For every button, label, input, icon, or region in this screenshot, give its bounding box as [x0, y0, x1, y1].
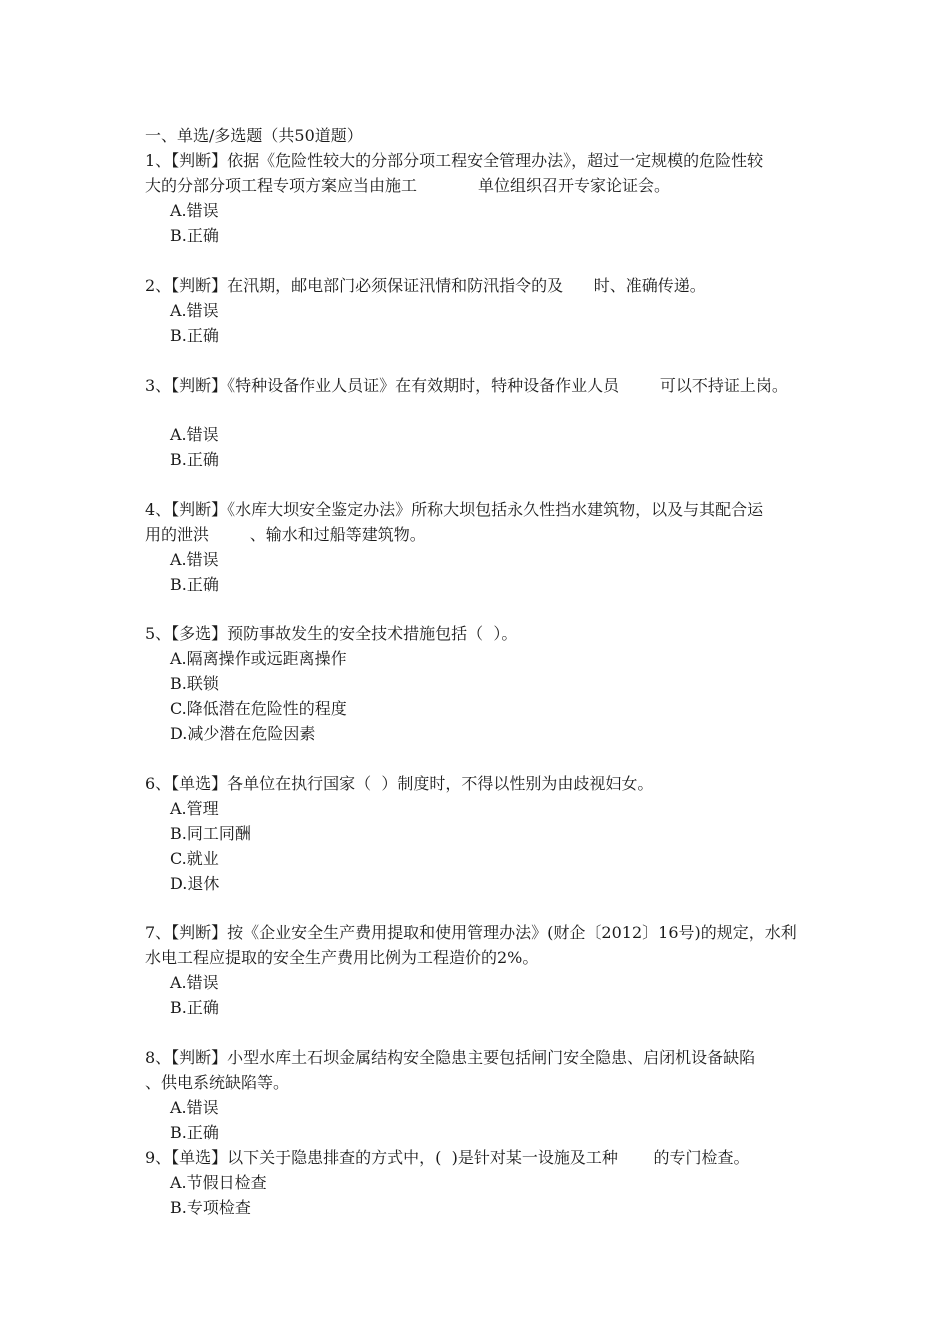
question-5-option-a: A.隔离操作或远距离操作 — [170, 649, 347, 668]
question-4-text: 用的泄洪 、输水和过船等建筑物。 — [145, 525, 426, 544]
section-title: 一、单选/多选题（共50道题） — [145, 126, 363, 145]
question-3-text: 3、【判断】《特种设备作业人员证》在有效期时，特种设备作业人员 可以不持证上岗。 — [145, 376, 788, 395]
question-6-option-b: B.同工同酬 — [170, 824, 251, 843]
question-8-text: 、供电系统缺陷等。 — [145, 1073, 290, 1092]
question-8-option-b: B.正确 — [170, 1123, 219, 1142]
question-6-option-c: C.就业 — [170, 849, 219, 868]
question-4-option-b: B.正确 — [170, 575, 219, 594]
question-2-option-a: A.错误 — [170, 301, 219, 320]
question-1-text: 1、【判断】依据《危险性较大的分部分项工程安全管理办法》，超过一定规模的危险性较 — [145, 151, 764, 170]
question-8-text: 8、【判断】小型水库土石坝金属结构安全隐患主要包括闸门安全隐患、启闭机设备缺陷 — [145, 1048, 756, 1067]
question-1-option-b: B.正确 — [170, 226, 219, 245]
question-4-text: 4、【判断】《水库大坝安全鉴定办法》所称大坝包括永久性挡水建筑物，以及与其配合运 — [145, 500, 764, 519]
question-5-option-d: D.减少潜在危险因素 — [170, 724, 316, 743]
question-8-option-a: A.错误 — [170, 1098, 219, 1117]
question-6-option-a: A.管理 — [170, 799, 219, 818]
question-2-option-b: B.正确 — [170, 326, 219, 345]
question-7-option-b: B.正确 — [170, 998, 219, 1017]
question-2-text: 2、【判断】在汛期，邮电部门必须保证汛情和防汛指令的及 时、准确传递。 — [145, 276, 706, 295]
question-5-option-b: B.联锁 — [170, 674, 219, 693]
question-9-option-a: A.节假日检查 — [170, 1173, 267, 1192]
question-9-text: 9、【单选】以下关于隐患排查的方式中，( )是针对某一设施及工种 的专门检查。 — [145, 1148, 750, 1167]
question-7-option-a: A.错误 — [170, 973, 219, 992]
question-3-option-b: B.正确 — [170, 450, 219, 469]
question-3-option-a: A.错误 — [170, 425, 219, 444]
question-7-text: 水电工程应提取的安全生产费用比例为工程造价的2%。 — [145, 948, 539, 967]
question-1-text: 大的分部分项工程专项方案应当由施工 单位组织召开专家论证会。 — [145, 176, 671, 195]
question-5-option-c: C.降低潜在危险性的程度 — [170, 699, 347, 718]
question-7-text: 7、【判断】按《企业安全生产费用提取和使用管理办法》(财企〔2012〕16号)的规定，水利 — [145, 923, 797, 942]
question-1-option-a: A.错误 — [170, 201, 219, 220]
question-4-option-a: A.错误 — [170, 550, 219, 569]
question-5-text: 5、【多选】预防事故发生的安全技术措施包括（ ）。 — [145, 624, 518, 643]
question-6-option-d: D.退休 — [170, 874, 220, 893]
question-9-option-b: B.专项检查 — [170, 1198, 251, 1217]
question-6-text: 6、【单选】各单位在执行国家（ ）制度时，不得以性别为由歧视妇女。 — [145, 774, 654, 793]
